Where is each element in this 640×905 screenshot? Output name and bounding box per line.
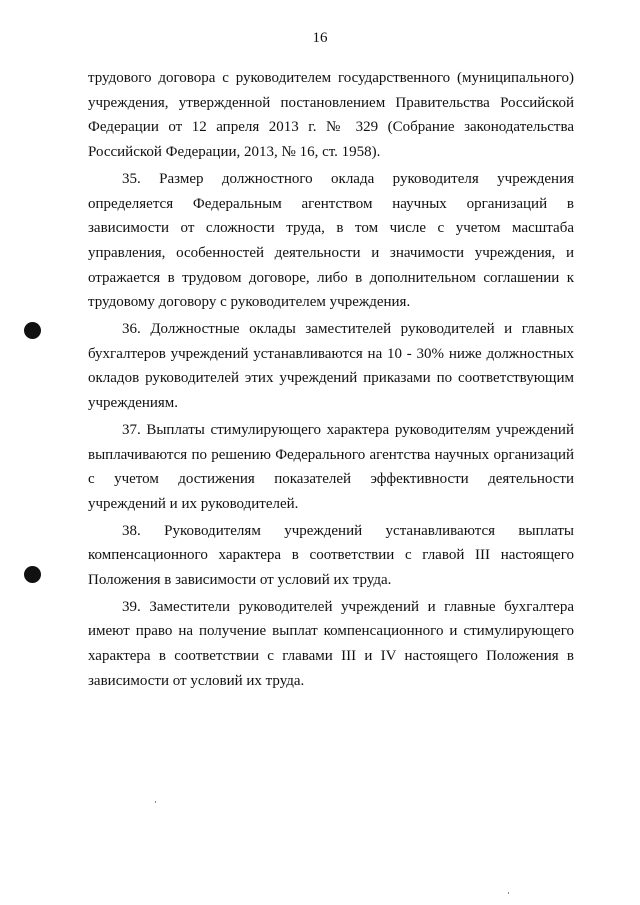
paragraph-continuation: трудового договора с руководителем государственного (муниципального) учреждения, утвержденной постановлением Правительства Российской Федерации от 12 апреля 2013 г. № 329 (Собрание законодательства Российской Федерации, 2013, № 16, ст. 1958). (88, 70, 574, 161)
binder-hole-bottom (24, 566, 41, 583)
binder-hole-top (24, 322, 41, 339)
scan-speck (508, 892, 509, 894)
document-body (88, 66, 574, 694)
paragraph-36: 36. Должностные оклады заместителей руководителей и главных бухгалтеров учреждений устанавливаются на 10 - 30% ниже должностных окладов руководителей этих учреждений приказами по соответствующим учреждениям. (88, 321, 574, 412)
paragraph-35: 35. Размер должностного оклада руководителя учреждения определяется Федеральным агентством научных организаций в зависимости от сложности труда, в том числе с учетом масштаба управления, особенностей деятельности и значимости учреждения, и отражается в трудовом договоре, либо в дополнительном соглашении к трудовому договору с руководителем учреждения. (88, 170, 574, 311)
page-number: 16 (312, 30, 328, 46)
paragraph-38: 38. Руководителям учреждений устанавливаются выплаты компенсационного характера в соответствии с главой III настоящего Положения в зависимости от условий их труда. (88, 522, 574, 589)
paragraph-37: 37. Выплаты стимулирующего характера руководителям учреждений выплачиваются по решению Федерального агентства научных организаций с учетом достижения показателей эффективности деятельности учреждений и их руководителей. (88, 421, 574, 512)
scan-speck (155, 801, 156, 803)
paragraph-39: 39. Заместители руководителей учреждений и главные бухгалтера имеют право на получение выплат компенсационного и стимулирующего характера в соответствии с главами III и IV настоящего Положения в зависимости от условий их труда. (88, 598, 574, 689)
